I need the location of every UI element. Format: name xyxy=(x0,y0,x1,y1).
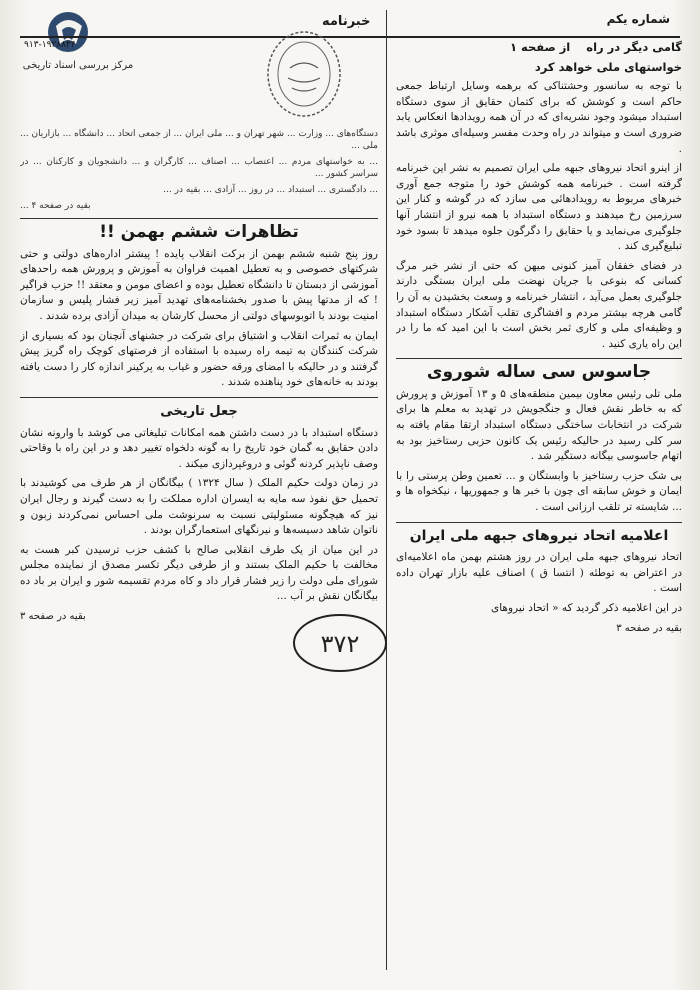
right-divider-1 xyxy=(396,358,682,359)
left-column xyxy=(20,128,378,980)
right-column xyxy=(396,40,682,980)
left-notice-line-1: دستگاه‌های ... وزارت ... شهر تهران و ... ملی ایران ... از جمعی اتحاد ... دانشگاه ... بازاریان ... ملی ... xyxy=(20,129,378,151)
reference-number: ۹۱۳-۱۹۲۸۸۴۴ xyxy=(24,40,76,50)
spy-heading: جاسوس سی ساله شوروی xyxy=(426,362,652,383)
notice-paragraph: اتحاد نیروهای جبهه ملی ایران در روز هشتم بهمن ماه اعلامیه‌ای در اعتراض به توطئه ( انتسا ق ) اصناف علیه بازار تهران داده است . xyxy=(396,551,682,595)
history-paragraph-3: در این میان از یک طرف انقلابی صالح با کشف حزب ترسیدن کبر هست به مخالفت با حکیم الملک بستند و از طرفی دیگر تکسر مصدق از نماینده مجلس شورای ملی دولت را زیر فشار قرار داد و کاه مردم تقسیمه شور و ایران بر باد ده بیگانگان نقش بر آب ... xyxy=(20,543,378,603)
history-paragraph-2: در زمان دولت حکیم الملک ( سال ۱۳۲۴ ) بیگانگان از هر طرف می کوشیدند با تحمیل حق نفوذ سه مایه به ایسران اداره مملکت را به دست گیرند و رجال ایران نیز که هیچگونه مسئولیتی نسبت به سرنوشت ملی احساس نمی‌کردند زبون و ناتوان شاهد دسیسه‌ها و نیرنگهای استعمارگران بودند . xyxy=(20,477,378,537)
masthead-rule xyxy=(20,36,680,38)
column-divider xyxy=(386,10,387,970)
stamp-icon xyxy=(290,610,390,676)
right-top-title-cont: از صفحه ۱ xyxy=(510,40,571,54)
history-cont: بقیه در صفحه ۳ xyxy=(20,611,86,623)
notice-cont-2: بقیه در صفحه ۳ xyxy=(616,622,682,634)
right-top-title: گامی دیگر در راه xyxy=(586,40,682,54)
spy-paragraph-1: ملی تلی رئیس معاون بیمین منطقه‌های ۵ و ۱۳ آموزش و پرورش که به خاطر نقش فعال و جنگجویش در تهدید به معلم ها برای شرکت در انتخابات ساختگی دستگاه استبداد ارتقا مقام یافته به سر کلی رسید در حالیکه رئیس یک کانون حزبی رستاخیز بود به اتهام جاسوسی بیگانه دستگیر شد . xyxy=(396,387,682,463)
archive-logo-text: مرکز بررسی اسناد تاریخی xyxy=(22,60,134,71)
left-notice-line-2: ... به خواستهای مردم ... اعتصاب ... اصناف ... کارگران و ... دانشجویان و کارکنان ... در سراسر کشور ... xyxy=(20,157,378,179)
issue-number: شماره یکم xyxy=(606,12,670,26)
left-divider-1 xyxy=(20,218,378,219)
notice-cont-1: در این اعلامیه ذکر گردید که « اتحاد نیروهای xyxy=(491,602,682,614)
paper-name: خبرنامه xyxy=(322,14,371,29)
history-paragraph-1: دستگاه استبداد با در دست داشتن همه امکانات تبلیغاتی می کوشد با وارونه نشان دادن حقایق به گمان خود تاریخ را به گونه دلخواه تغییر دهد و در این راه با وقاحتی وصف ناپذیر کردنه گوئی و دروغپردازی میکند . xyxy=(20,426,378,470)
left-notice-line-3: ... دادگستری ... استبداد ... در روز ... آزادی ... بقیه در ... xyxy=(163,185,378,195)
left-divider-2 xyxy=(20,397,378,398)
handwritten-stamp xyxy=(290,610,390,676)
left-byline: بقیه در صفحه ۴ ... xyxy=(20,201,91,211)
right-paragraph-1: با توجه به سانسور وحشتناکی که برهمه وسایل ارتباط جمعی حاکم است و کوشش که برای کتمان حقایق از سوی دستگاه استبداد میشود وجود نشریه‌ای که در آن همه رویدادها انعکاس یابد ضروری است و میتواند در راه وحدت مفسر وسیله‌ای موثری باشد . xyxy=(396,80,682,155)
history-heading: جعل تاریخی xyxy=(160,403,238,419)
right-paragraph-2: از اینرو اتحاد نیروهای جبهه ملی ایران تصمیم به نشر این خبرنامه گرفته است . خبرنامه همه کوشش خود را متوجه جمع آوری خبرهای مربوط به رویدادهائی می سازد که در گوشه و کنار این سرزمین رخ میدهند و دستگاه استبداد با همه نیرو از انتشار آنها جلوگیری می‌نماید و یا حقایق را دگرگون جلوه میدهد تا بسود خود تبلیغ‌گیری کند . xyxy=(396,162,682,253)
seal-stamp xyxy=(262,28,346,120)
seal-icon xyxy=(262,28,346,120)
right-paragraph-3: در فضای خفقان آمیز کنونی میهن که حتی از نشر خبر مرگ کسانی که بنوعی با جریان نهضت ملی ایران بستگی دارند جلوگیری بعمل می‌آید ، انتشار خبرنامه و وسعت بخشیدن به آن را گامی هرچه بیشتر مردم و افشاگری تقلب آشکار دستگاه استبداد و وظیفه‌ای ملی و کاری ثمر بخش است با این امید که ما را در این راه یاری کنید . xyxy=(396,259,682,350)
bahman-heading: تظاهرات ششم بهمن !! xyxy=(99,222,299,242)
stamp-number: ۳۷۲ xyxy=(320,630,360,658)
right-divider-2 xyxy=(396,522,682,523)
right-lead-heading: خواستهای ملی خواهد کرد xyxy=(534,59,682,74)
bahman-paragraph-2: ایمان به ثمرات انقلاب و اشتیاق برای شرکت در جشنهای آنچنان بود که بسیاری از شرکت کنندگان به تیمه راه رسیده با استفاده از فرصتهای کوچک راه گریز پیش گرفتند و در حالیکه با امضای ورقه حضور و غیاب به پرکینر اندازه کار را دست یافته بودند به خانه‌های خود پناهنده شدند . xyxy=(20,329,378,389)
notice-heading: اعلامیه اتحاد نیروهای جبهه ملی ایران xyxy=(409,527,669,544)
bahman-paragraph-1: روز پنج شنبه ششم بهمن از برکت انقلاب پایده ! پیشتر اداره‌های دولتی و حتی شرکتهای خصوصی و به تعطیل اهمیت فراوان به آموزش و پرورش همه راحد‌های آموزشی از دبستان تا دانشگاه تعطیل بوده و اعضای مومن و معتقد !! حزب فراگیر ! که از مدتها پیش با صدور بخشنامه‌های تهدید آمیز زیر فشار پلیس و سازمان امنیت بودند با اتوبوسهای دولتی از محسل کارشان به میدان آزادی برده شدند . xyxy=(20,247,378,322)
spy-paragraph-2: بی شک حزب رستاخیز با وابستگان و ... تعمین وطن پرستی را با ایمان و خوش سابقه ای چون با خبر ها و جمهوریها ، نیکخواه ها و ... شایسته تر تلقب ارزانی است . xyxy=(396,469,682,514)
